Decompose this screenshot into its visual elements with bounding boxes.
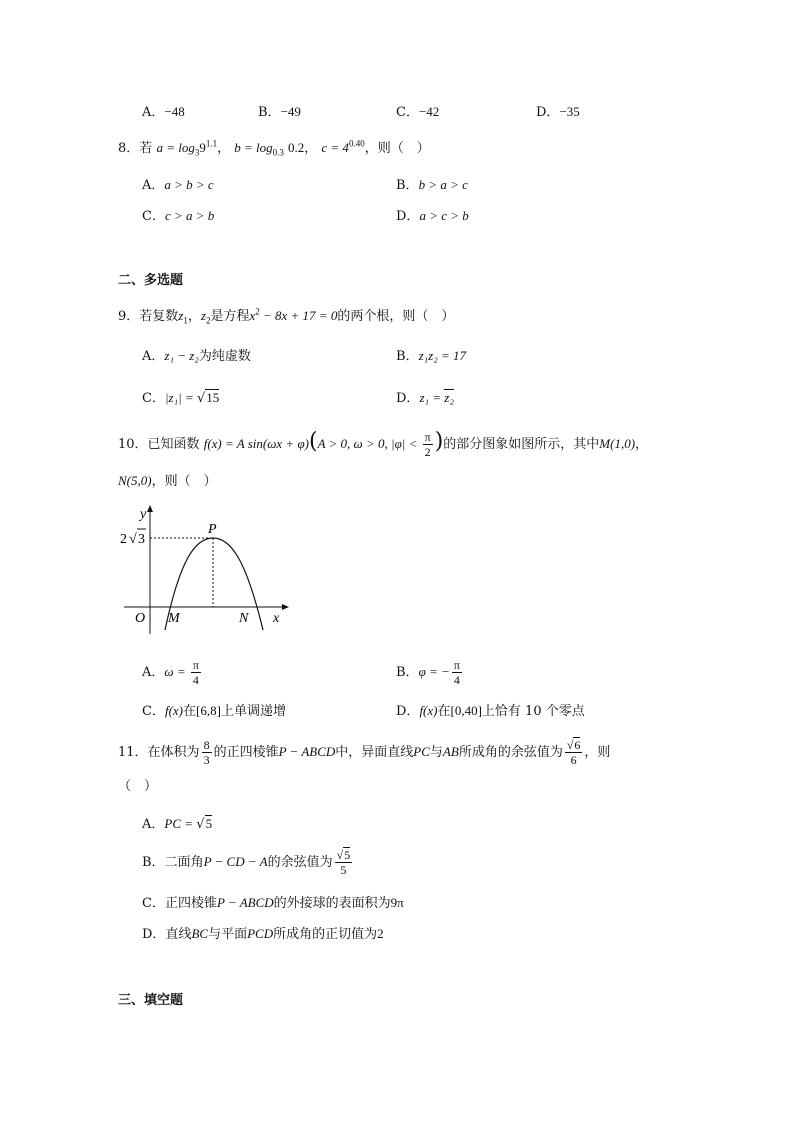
max-coef-label: 2 bbox=[120, 532, 127, 547]
q8-option-c: C．c > a > b bbox=[142, 208, 215, 224]
q9-stem: 9．若复数$z_1$，$z_2$是方程$x^2 - 8x + 17 = 0$的两个根，则（ ） bbox=[118, 306, 455, 326]
q10-stem: 10．已知函数 f(x) = A sin(ωx + φ)(A > 0, ω > 0, |φ| < $\frac{\pi}{2}$ )的部分图象如图所示，其中M(1,0)， bbox=[118, 429, 649, 459]
q7-option-c: C．−42 bbox=[396, 104, 440, 120]
q9-option-d: D．z₁ = z₂ bbox=[396, 390, 454, 406]
max-sqrt-sign: √ bbox=[129, 532, 137, 547]
origin-label: O bbox=[135, 611, 146, 626]
q9-option-a: A．z₁ − z₂为纯虚数 bbox=[142, 348, 251, 364]
q9-option-b: B．z₁z₂ = 17 bbox=[396, 348, 466, 364]
point-m-label: M bbox=[168, 611, 180, 626]
q10-option-c: C．f(x)在[6,8]上单调递增 bbox=[142, 703, 286, 719]
q11-option-a: A．PC = √5 bbox=[142, 816, 213, 832]
q11-stem: 11．在体积为 $\frac{8}{3}$ 的正四棱锥P − ABCD中，异面直线PC与AB所成角的余弦值为 $\frac{√6}{6}$ ，则 bbox=[118, 738, 611, 767]
q10-sine-graph bbox=[110, 500, 300, 640]
max-rad-label: 3 bbox=[138, 532, 145, 547]
q11-option-d: D．直线BC与平面PCD所成角的正切值为2 bbox=[142, 926, 384, 942]
q8-option-b: B．b > a > c bbox=[396, 177, 468, 193]
q8-option-d: D．a > c > b bbox=[396, 208, 469, 224]
q11-option-c: C．正四棱锥P − ABCD的外接球的表面积为9π bbox=[142, 895, 404, 911]
q7-option-d: D．−35 bbox=[536, 104, 580, 120]
q9-option-c: C．|z₁| = √15 bbox=[142, 390, 220, 406]
q7-option-b: B．−49 bbox=[258, 104, 301, 120]
q10-option-d: D．f(x)在[0,40]上恰有 10 个零点 bbox=[396, 703, 585, 719]
q8-option-a: A．a > b > c bbox=[142, 177, 214, 193]
section-heading-fill-in: 三、填空题 bbox=[118, 993, 184, 1008]
section-heading-multiple-choice: 二、多选题 bbox=[118, 273, 184, 288]
q7-option-a: A．−48 bbox=[142, 104, 185, 120]
point-n-label: N bbox=[239, 611, 249, 626]
x-axis-label: x bbox=[273, 611, 280, 626]
q10-stem-line2: N(5,0)，则（ ） bbox=[118, 473, 217, 489]
point-p-label: P bbox=[208, 522, 217, 537]
q11-option-b: B．二面角P − CD − A的余弦值为 $\frac{√5}{5}$ bbox=[142, 848, 351, 877]
q11-paren: （ ） bbox=[118, 779, 158, 794]
y-axis-label: y bbox=[140, 507, 147, 522]
q10-option-b: B．φ = − $\frac{\pi}{4}$ bbox=[396, 658, 460, 687]
q10-option-a: A．ω = $\frac{\pi}{4}$ bbox=[142, 658, 199, 687]
q8-stem: 8．若 $a = \log_39^{1.1}$， $b = \log_{0.3} 0.2$， $c = 4^{0.40}$，则（ ） bbox=[118, 138, 430, 158]
